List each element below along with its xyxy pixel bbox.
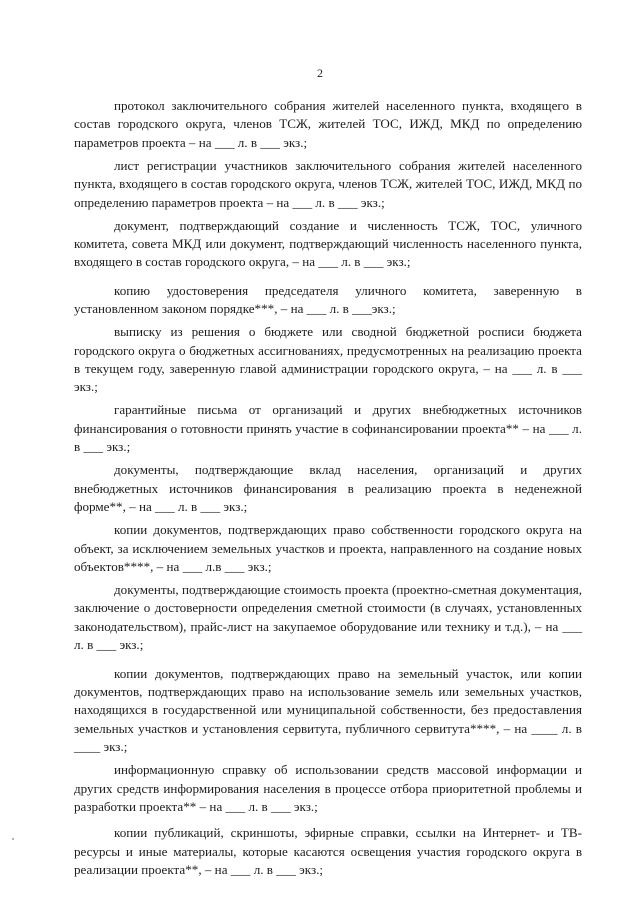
list-item: документ, подтверждающий создание и численность ТСЖ, ТОС, уличного комитета, совета МКД или документ, подтверждающий численность населенного пункта, входящего в состав городского округа, – на ___ л. в ___ экз.; <box>74 217 582 270</box>
scan-speck <box>12 838 14 840</box>
list-item: информационную справку об использовании средств массовой информации и других средств информирования населения в процессе отбора приоритетной проблемы и разработки проекта** – на ___ л. в ___ экз.; <box>74 762 582 814</box>
list-item: копию удостоверения председателя уличного комитета, заверенную в установленном законом порядке***, – на ___ л. в ___экз.; <box>74 282 582 317</box>
list-item: документы, подтверждающие вклад населения, организаций и других внебюджетных источников финансирования в реализацию проекта в неденежной форме**, – на ___ л. в ___ экз.; <box>74 462 582 515</box>
list-item: копии документов, подтверждающих право собственности городского округа на объект, за исключением земельных участков и проекта, направленного на создание новых объектов****, – на ___ л.в ___ экз.; <box>74 522 582 574</box>
page-number: 2 <box>317 66 323 80</box>
list-item: выписку из решения о бюджете или сводной бюджетной росписи бюджета городского округа о бюджетных ассигнованиях, предусмотренных на реализацию проекта в текущем году, заверенную главой администрации городского округа, – на ___ л. в ___ экз.; <box>74 324 582 395</box>
list-item: лист регистрации участников заключительного собрания жителей населенного пункта, входящего в состав городского округа, членов ТСЖ, жителей ТОС, ИЖД, МКД по определению параметров проекта – на ___ л. в ___ экз.; <box>74 157 582 210</box>
list-item: документы, подтверждающие стоимость проекта (проектно-сметная документация, заключение о достоверности определения сметной стоимости (в случаях, установленных законодательством), прайс-лист на закупаемое оборудование или технику и т.д.), – на ___ л. в ___ экз.; <box>74 581 582 653</box>
document-body <box>74 97 582 884</box>
list-item: копии документов, подтверждающих право на земельный участок, или копии документов, подтверждающих право на использование земель или земельных участков, находящихся в государственной или муниципальной собственности, без предоставления земельных участков и установления сервитута, публичного сервитута****, – на ____ л. в ____ экз.; <box>74 665 582 755</box>
list-item: гарантийные письма от организаций и других внебюджетных источников финансирования о готовности принять участие в софинансировании проекта** – на ___ л. в ___ экз.; <box>74 402 582 455</box>
list-item: протокол заключительного собрания жителей населенного пункта, входящего в состав городского округа, членов ТСЖ, жителей ТОС, ИЖД, МКД по определению параметров проекта – на ___ л. в ___ экз.; <box>74 98 582 150</box>
list-item: копии публикаций, скриншоты, эфирные справки, ссылки на Интернет- и ТВ-ресурсы и иные материалы, которые касаются освещения участия городского округа в реализации проекта**, – на ___ л. в ___ экз.; <box>74 825 582 878</box>
